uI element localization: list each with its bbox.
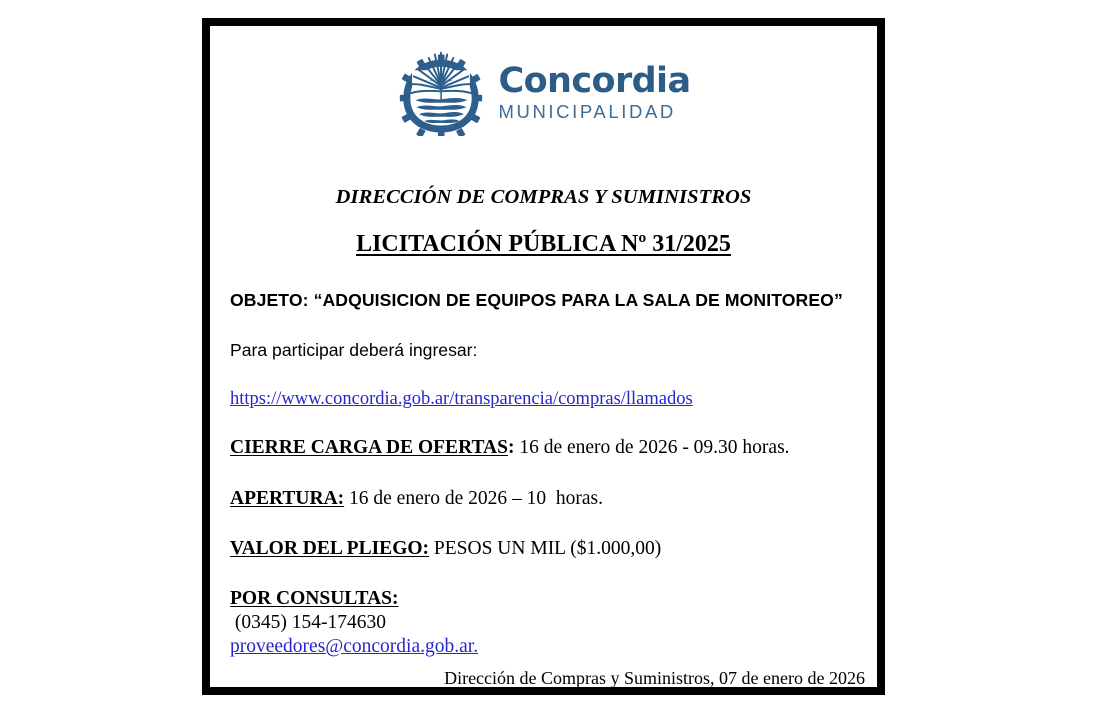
document-content (210, 26, 877, 687)
organization-name: Concordia (498, 60, 691, 101)
apertura-label: APERTURA: (230, 487, 345, 509)
tender-url-paragraph (230, 388, 860, 410)
objeto-label: OBJETO: (230, 290, 309, 310)
consultas-email-link[interactable]: proveedores@concordia.gob.ar. (230, 635, 479, 657)
cierre-paragraph (230, 436, 860, 460)
cierre-colon: : (507, 437, 515, 459)
tender-heading-text: LICITACIÓN PÚBLICA Nº 31/2025 (356, 231, 731, 257)
organization-header (221, 26, 866, 134)
consultas-label: POR CONSULTAS: (230, 588, 399, 610)
objeto-value: “ADQUISICION DE EQUIPOS PARA LA SALA DE MONITOREO” (308, 290, 843, 310)
document-body (221, 289, 866, 659)
apertura-value: 16 de enero de 2026 – 10 horas. (344, 487, 604, 509)
tender-url-link[interactable]: https://www.concordia.gob.ar/transparencia/compras/llamados (230, 389, 693, 410)
participation-instruction: Para participar deberá ingresar: (230, 340, 478, 361)
document-footer: Dirección de Compras y Suministros, 07 de enero de 2026 (444, 668, 865, 688)
cierre-value: 16 de enero de 2026 - 09.30 horas. (514, 437, 790, 459)
valor-pliego-label: VALOR DEL PLIEGO: (230, 538, 430, 560)
cierre-label: CIERRE CARGA DE OFERTAS (230, 437, 508, 459)
organization-wordmark (499, 56, 691, 124)
organization-subtitle: MUNICIPALIDAD (498, 101, 676, 123)
tender-heading (221, 231, 866, 258)
objeto-paragraph (230, 289, 860, 312)
apertura-paragraph (230, 487, 860, 511)
concordia-municipal-emblem-icon (397, 44, 485, 136)
consultas-phone: (0345) 154-174630 (230, 612, 386, 634)
document-frame (202, 18, 885, 695)
department-heading: DIRECCIÓN DE COMPRAS Y SUMINISTROS (335, 186, 752, 208)
consultas-paragraph (230, 587, 860, 658)
valor-pliego-paragraph (230, 537, 860, 561)
valor-pliego-value: PESOS UN MIL ($1.000,00) (429, 538, 662, 560)
